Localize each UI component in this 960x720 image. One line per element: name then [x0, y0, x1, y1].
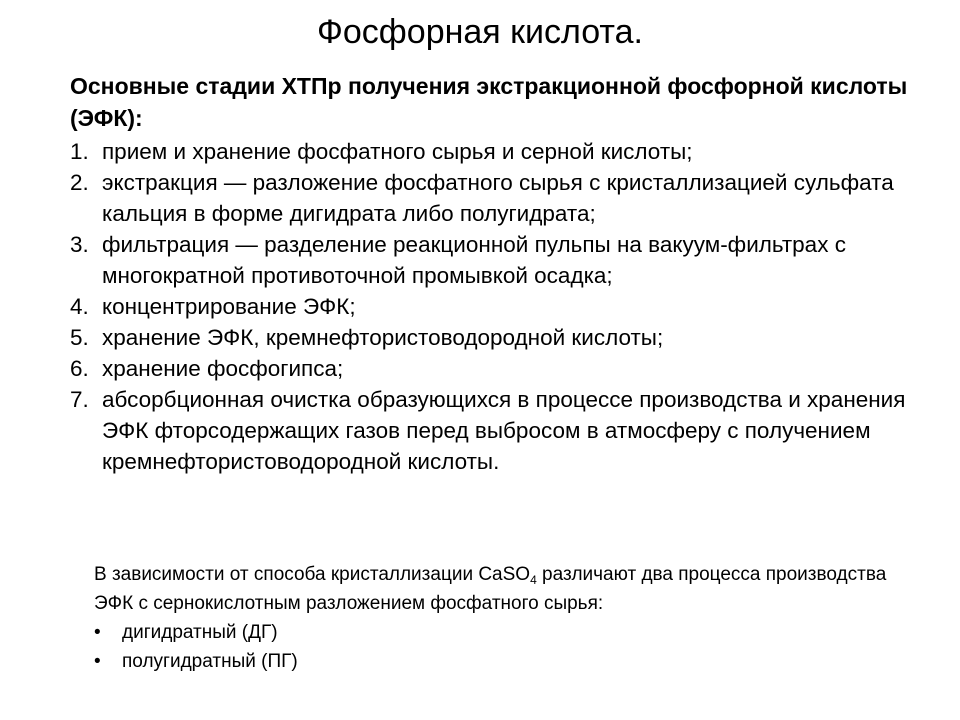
stage-item-7 — [70, 384, 930, 477]
stage-text: концентрирование ЭФК; — [102, 294, 356, 319]
stage-text: фильтрация — разделение реакционной пульпы на вакуум-фильтрах с многократной противоточной промывкой осадка; — [102, 232, 846, 288]
stage-number: 4. — [70, 294, 89, 319]
stage-item-6 — [70, 353, 930, 384]
stage-item-5 — [70, 322, 930, 353]
stage-item-4 — [70, 291, 930, 322]
stage-text: хранение фосфогипса; — [102, 356, 344, 381]
stages-list — [70, 136, 930, 477]
stage-item-3 — [70, 229, 930, 291]
variants-list — [94, 618, 914, 676]
stage-number: 2. — [70, 170, 89, 195]
stage-number: 1. — [70, 139, 89, 164]
bullet-icon: • — [94, 651, 101, 672]
stage-text: прием и хранение фосфатного сырья и серной кислоты; — [102, 139, 693, 164]
section-heading: Основные стадии ХТПр получения экстракционной фосфорной кислоты (ЭФК): — [70, 73, 908, 131]
stage-item-1 — [70, 136, 930, 167]
bullet-icon: • — [94, 622, 101, 643]
intro-text-before: В зависимости от способа кристаллизации CaSO — [94, 564, 531, 585]
process-variants — [94, 560, 914, 676]
variants-intro — [94, 560, 914, 618]
page-title: Фосфорная кислота. — [317, 13, 643, 51]
formula-subscript: 4 — [530, 573, 537, 587]
variant-label: полугидратный (ПГ) — [122, 651, 298, 672]
stage-number: 3. — [70, 232, 89, 257]
stage-number: 5. — [70, 325, 89, 350]
stage-number: 6. — [70, 356, 89, 381]
variant-label: дигидратный (ДГ) — [122, 622, 278, 643]
stage-text: абсорбционная очистка образующихся в процессе производства и хранения ЭФК фторсодержащих газов перед выбросом в атмосферу с получением кремнефтористоводородной кислоты. — [102, 387, 906, 474]
stage-text: хранение ЭФК, кремнефтористоводородной кислоты; — [102, 325, 664, 350]
stage-text: экстракция — разложение фосфатного сырья с кристаллизацией сульфата кальция в форме дигидрата либо полугидрата; — [102, 170, 894, 226]
stage-item-2 — [70, 167, 930, 229]
stage-number: 7. — [70, 387, 89, 412]
variant-item-dg — [94, 618, 914, 647]
intro-text-after: различают два процесса производства ЭФК с сернокислотным разложением фосфатного сырья: — [94, 564, 887, 614]
variant-item-pg — [94, 647, 914, 676]
